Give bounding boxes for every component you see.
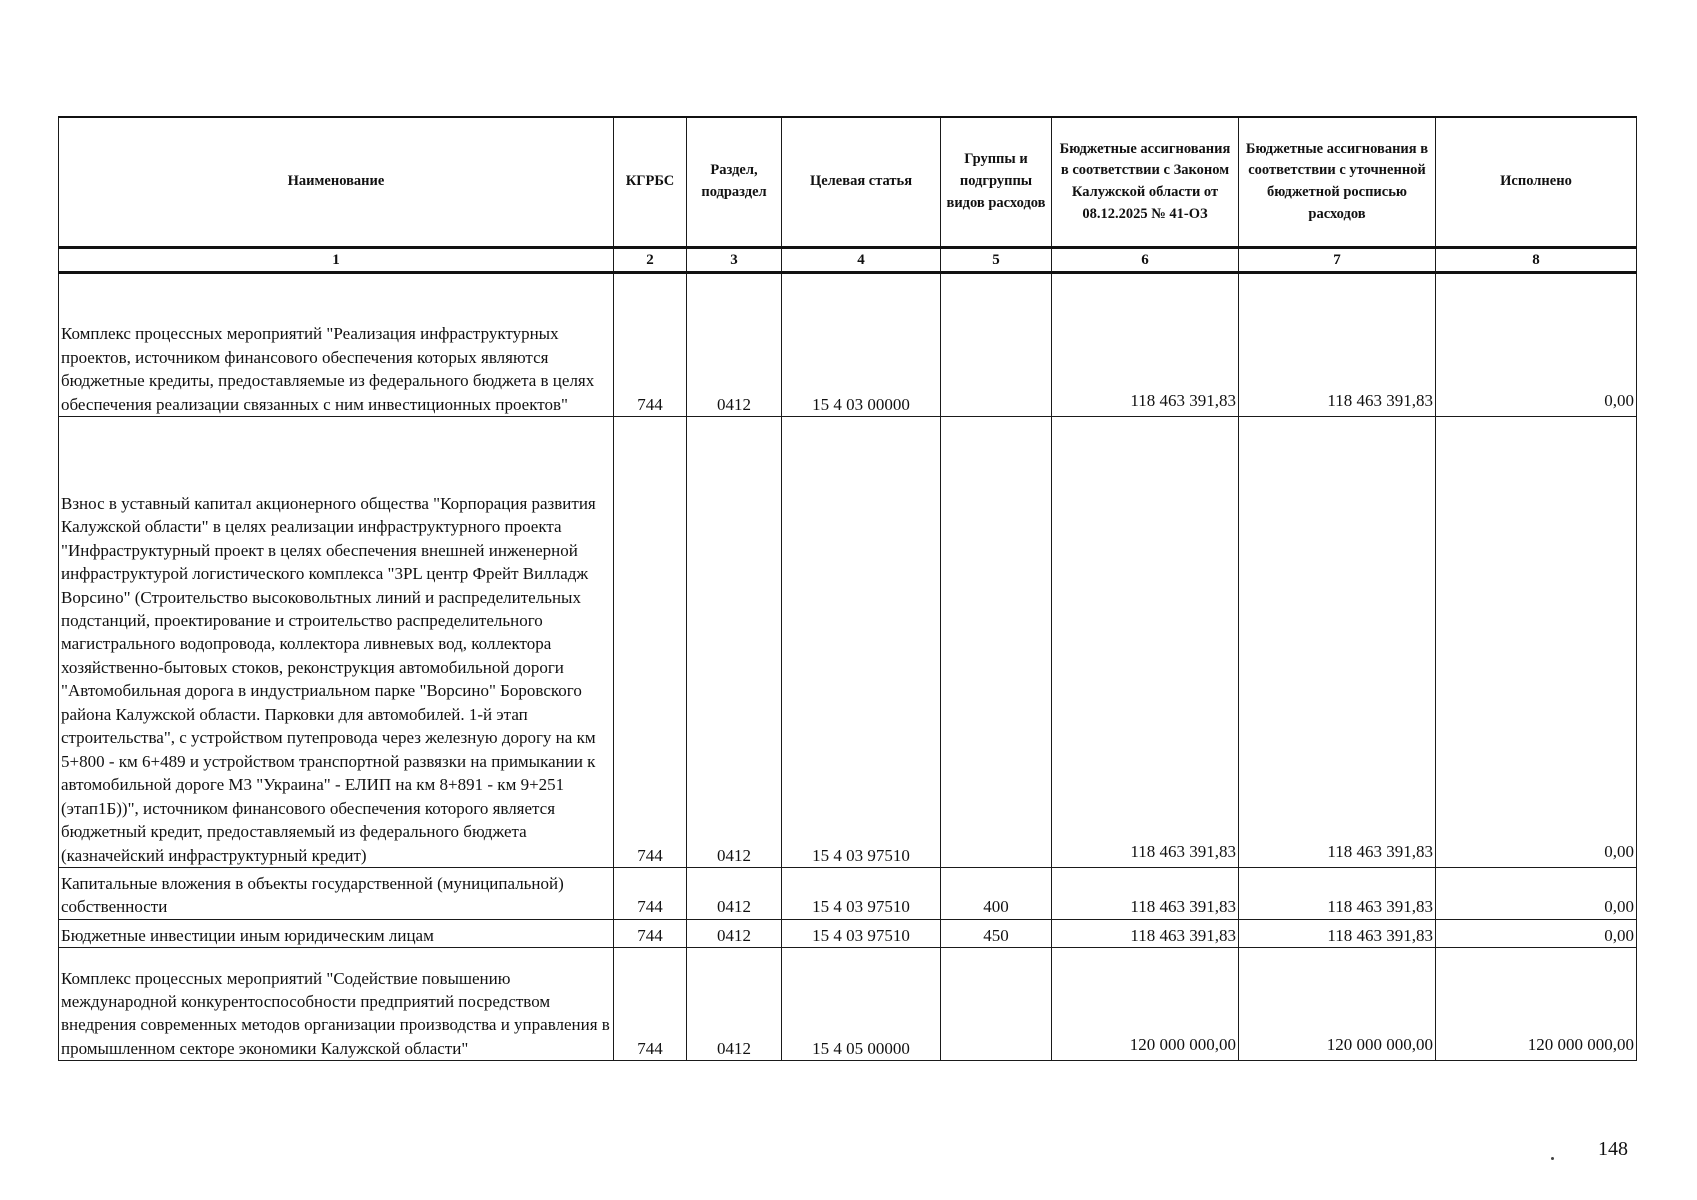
- table-row: [59, 919, 1637, 947]
- header-refined-allocations: Бюджетные ассигнования в соответствии с уточненной бюджетной росписью расходов: [1239, 117, 1436, 248]
- column-number: 4: [782, 248, 941, 273]
- row-expense-group: [941, 273, 1052, 417]
- budget-execution-table: [58, 116, 1637, 1061]
- row-expense-group: [941, 417, 1052, 868]
- row-expense-group: 450: [941, 919, 1052, 947]
- header-kgrbs: КГРБС: [614, 117, 687, 248]
- column-number: 2: [614, 248, 687, 273]
- row-name: Взнос в уставный капитал акционерного общества "Корпорация развития Калужской области" в целях реализации инфраструктурного проекта "Инфраструктурный проект в целях обеспечения внешней инженерной инфраструктурой логистического комплекса "3PL центр Фрейт Вилладж Ворсино" (Строительство высоковольтных линий и распределительных подстанций, проектирование и строительство распределительного магистрального водопровода, коллектора ливневых вод, коллектора хозяйственно-бытовых стоков, реконструкция автомобильной дороги "Автомобильная дорога в индустриальном парке "Ворсино" Боровского района Калужской области. Парковки для автомобилей. 1-й этап строительства", с устройством путепровода через железную дорогу на км 5+800 - км 6+489 и устройством транспортной развязки на примыкании к автомобильной дороге М3 "Украина" - ЕЛИП на км 8+891 - км 9+251 (этап1Б))", источником финансового обеспечения которого является бюджетный кредит, предоставляемый из федерального бюджета (казначейский инфраструктурный кредит): [59, 417, 614, 868]
- column-number: 5: [941, 248, 1052, 273]
- row-section: 0412: [687, 919, 782, 947]
- row-target-article: 15 4 05 00000: [782, 948, 941, 1061]
- row-law-amount: 118 463 391,83: [1052, 417, 1239, 868]
- row-kgrbs: 744: [614, 868, 687, 920]
- header-law-allocations: Бюджетные ассигнования в соответствии с Законом Калужской области от 08.12.2025 № 41-ОЗ: [1052, 117, 1239, 248]
- row-target-article: 15 4 03 97510: [782, 919, 941, 947]
- row-kgrbs: 744: [614, 417, 687, 868]
- row-law-amount: 118 463 391,83: [1052, 273, 1239, 417]
- row-executed-amount: 120 000 000,00: [1436, 948, 1637, 1061]
- row-refined-amount: 118 463 391,83: [1239, 919, 1436, 947]
- row-section: 0412: [687, 273, 782, 417]
- table-row: [59, 948, 1637, 1061]
- row-kgrbs: 744: [614, 273, 687, 417]
- scan-dot: [1551, 1157, 1554, 1160]
- row-name: Бюджетные инвестиции иным юридическим лицам: [59, 919, 614, 947]
- header-section: Раздел, подраздел: [687, 117, 782, 248]
- row-name: Комплекс процессных мероприятий "Реализация инфраструктурных проектов, источником финансового обеспечения которых являются бюджетные кредиты, предоставляемые из федерального бюджета в целях обеспечения реализации связанных с ним инвестиционных проектов": [59, 273, 614, 417]
- row-target-article: 15 4 03 97510: [782, 868, 941, 920]
- row-expense-group: [941, 948, 1052, 1061]
- row-executed-amount: 0,00: [1436, 868, 1637, 920]
- row-refined-amount: 118 463 391,83: [1239, 417, 1436, 868]
- row-executed-amount: 0,00: [1436, 919, 1637, 947]
- table-body: [59, 273, 1637, 1061]
- row-section: 0412: [687, 948, 782, 1061]
- row-section: 0412: [687, 868, 782, 920]
- column-number: 7: [1239, 248, 1436, 273]
- row-target-article: 15 4 03 97510: [782, 417, 941, 868]
- table-row: [59, 417, 1637, 868]
- row-refined-amount: 120 000 000,00: [1239, 948, 1436, 1061]
- column-number: 3: [687, 248, 782, 273]
- row-name: Капитальные вложения в объекты государственной (муниципальной) собственности: [59, 868, 614, 920]
- row-kgrbs: 744: [614, 948, 687, 1061]
- header-name: Наименование: [59, 117, 614, 248]
- table-row: [59, 273, 1637, 417]
- row-law-amount: 118 463 391,83: [1052, 919, 1239, 947]
- header-target-article: Целевая статья: [782, 117, 941, 248]
- header-executed: Исполнено: [1436, 117, 1637, 248]
- page-number: 148: [1598, 1138, 1628, 1160]
- row-executed-amount: 0,00: [1436, 417, 1637, 868]
- row-refined-amount: 118 463 391,83: [1239, 868, 1436, 920]
- header-row: [59, 117, 1637, 248]
- row-kgrbs: 744: [614, 919, 687, 947]
- table-row: [59, 868, 1637, 920]
- table-header: [59, 117, 1637, 273]
- row-refined-amount: 118 463 391,83: [1239, 273, 1436, 417]
- row-target-article: 15 4 03 00000: [782, 273, 941, 417]
- column-number: 1: [59, 248, 614, 273]
- row-executed-amount: 0,00: [1436, 273, 1637, 417]
- row-law-amount: 118 463 391,83: [1052, 868, 1239, 920]
- row-law-amount: 120 000 000,00: [1052, 948, 1239, 1061]
- row-expense-group: 400: [941, 868, 1052, 920]
- column-number-row: [59, 248, 1637, 273]
- column-number: 8: [1436, 248, 1637, 273]
- row-name: Комплекс процессных мероприятий "Содействие повышению международной конкурентоспособности предприятий посредством внедрения современных методов организации производства и управления в промышленном секторе экономики Калужской области": [59, 948, 614, 1061]
- header-expense-groups: Группы и подгруппы видов расходов: [941, 117, 1052, 248]
- column-number: 6: [1052, 248, 1239, 273]
- row-section: 0412: [687, 417, 782, 868]
